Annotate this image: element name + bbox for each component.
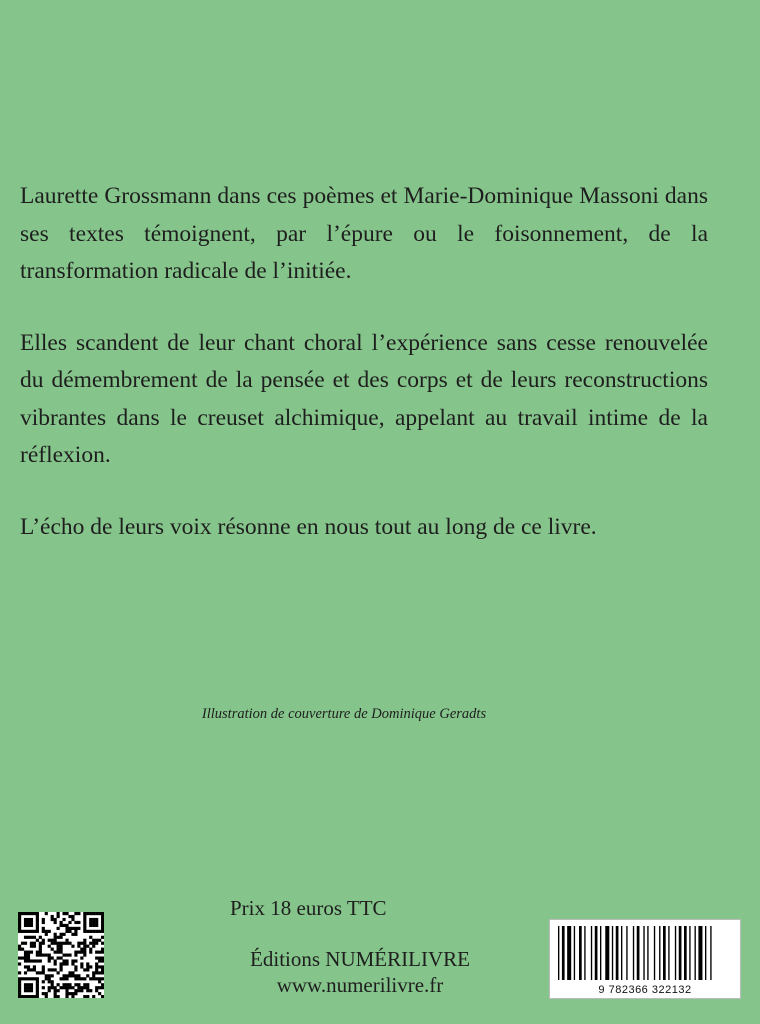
blurb-paragraph-2: Elles scandent de leur chant choral l’expérience sans cesse renouvelée du démembrement de la pensée et des corps et de leurs reconstructions vibrantes dans le creuset alchimique, appelant au travail intime de la réflexion.	[20, 329, 708, 468]
publisher-block	[150, 946, 570, 998]
publisher-website: www.numerilivre.fr	[276, 973, 444, 997]
blurb-paragraph-3: L’écho de leurs voix résonne en nous tout au long de ce livre.	[20, 513, 597, 540]
qr-code-icon	[18, 912, 104, 998]
publisher-name: Éditions NUMÉRILIVRE	[250, 947, 470, 971]
isbn-digits: 9 782366 322132	[598, 984, 692, 996]
back-cover-blurb	[20, 178, 708, 580]
blurb-paragraph-1: Laurette Grossmann dans ces poèmes et Marie-Dominique Massoni dans ses textes témoignent, par l’épure ou le foisonnement, de la transformation radicale de l’initiée.	[20, 183, 708, 284]
price-label: Prix 18 euros TTC	[230, 896, 387, 920]
illustration-credit: Illustration de couverture de Dominique Geradts	[201, 706, 487, 722]
barcode-icon	[549, 919, 741, 999]
